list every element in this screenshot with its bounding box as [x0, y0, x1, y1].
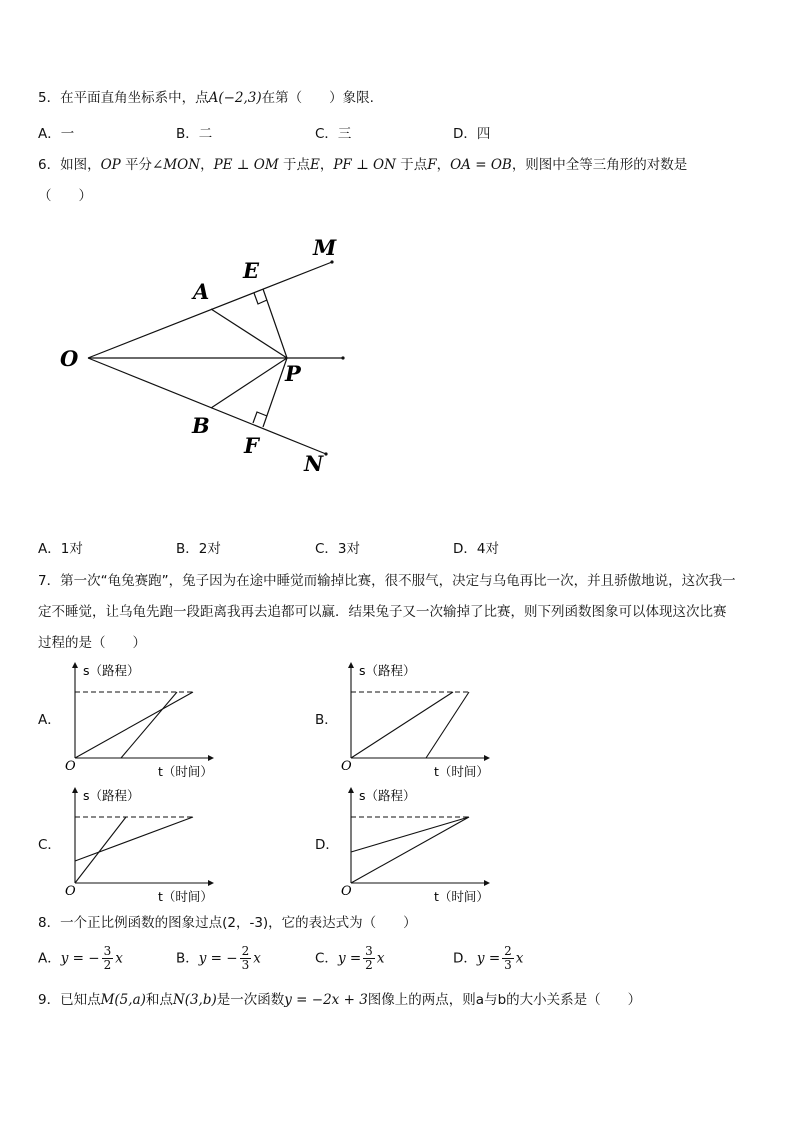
point-a-coord: A(−2,3)	[208, 90, 262, 106]
q7-stem-line2: 定不睡觉，让乌龟先跑一段距离我再去追都可以赢．结果兔子又一次输掉了比赛，则下列函数图象可以体现这次比赛	[38, 604, 727, 620]
q5-option-d[interactable]: D．四	[453, 126, 491, 142]
seg-pf	[263, 358, 287, 427]
label-a: A	[193, 279, 210, 304]
seg-bp	[211, 358, 287, 408]
q7-graph-d[interactable]	[336, 785, 506, 910]
label-e: E	[243, 258, 260, 283]
q8-option-c[interactable]: C．y = $\frac{3}{2}$ x	[315, 944, 385, 972]
q8-option-a[interactable]: A．y = − $\frac{3}{2}$ x	[38, 944, 123, 972]
q9-stem: 9．已知点M(5,a)和点N(3,b)是一次函数y = −2x + 3图像上的两点，则a与b的大小关系是（ ）	[38, 992, 642, 1008]
q5-option-a[interactable]: A．一	[38, 126, 75, 142]
svg-text:s（路程）: s（路程）	[359, 663, 416, 678]
label-f: F	[244, 433, 259, 458]
label-m: M	[313, 235, 337, 260]
label-o: O	[60, 346, 79, 371]
q7-stem-line1: 7．第一次“龟兔赛跑”，兔子因为在途中睡觉而输掉比赛，很不服气，决定与乌龟再比一次，并且骄傲地说，这次我一	[38, 573, 736, 589]
q7-graph-b[interactable]	[336, 660, 506, 785]
q7-graph-a[interactable]	[60, 660, 230, 785]
svg-text:s（路程）: s（路程）	[359, 788, 416, 803]
tortoise-line	[75, 692, 193, 758]
q6-stem: 6．如图，OP 平分∠MON，PE ⊥ OM 于点E，PF ⊥ ON 于点F，OA = OB，则图中全等三角形的对数是	[38, 157, 688, 173]
q6-option-a[interactable]: A．1对	[38, 541, 83, 557]
svg-text:s（路程）: s（路程）	[83, 663, 140, 678]
q6-option-b[interactable]: B．2对	[176, 541, 221, 557]
svg-text:t（时间）: t（时间）	[434, 764, 489, 779]
q7-option-d[interactable]: D．	[315, 837, 339, 853]
svg-text:t（时间）: t（时间）	[158, 889, 213, 904]
q7-option-b[interactable]: B．	[315, 712, 338, 728]
q5-option-b[interactable]: B．二	[176, 126, 213, 142]
q5-stem: 5．在平面直角坐标系中，点A(−2,3)在第（ ）象限.	[38, 90, 374, 106]
svg-text:O: O	[341, 759, 352, 774]
q6-option-d[interactable]: D．4对	[453, 541, 499, 557]
ray-om	[88, 262, 332, 358]
q7-option-a[interactable]: A．	[38, 712, 61, 728]
svg-text:t（时间）: t（时间）	[158, 764, 213, 779]
label-b: B	[192, 413, 210, 438]
label-p: P	[285, 361, 301, 386]
q5-option-c[interactable]: C．三	[315, 126, 352, 142]
svg-text:O: O	[65, 759, 76, 774]
q6-geometry-figure	[0, 225, 400, 485]
q7-option-c[interactable]: C．	[38, 837, 61, 853]
label-n: N	[304, 451, 324, 476]
q6-option-c[interactable]: C．3对	[315, 541, 361, 557]
hare-line	[121, 692, 177, 758]
q8-option-b[interactable]: B．y = − $\frac{2}{3}$ x	[176, 944, 261, 972]
svg-text:O: O	[341, 884, 352, 899]
seg-ap	[211, 309, 287, 358]
svg-text:s（路程）: s（路程）	[83, 788, 140, 803]
q6-paren: （ ）	[38, 188, 92, 204]
x-arrow	[208, 755, 214, 761]
q7-graph-c[interactable]	[60, 785, 230, 910]
y-arrow	[72, 662, 78, 668]
q7-stem-line3: 过程的是（ ）	[38, 635, 146, 651]
q8-stem: 8．一个正比例函数的图象过点(2，-3)，它的表达式为（ ）	[38, 915, 417, 931]
seg-pe	[263, 289, 287, 358]
svg-text:O: O	[65, 884, 76, 899]
q8-option-d[interactable]: D．y = $\frac{2}{3}$ x	[453, 944, 524, 972]
svg-text:t（时间）: t（时间）	[434, 889, 489, 904]
